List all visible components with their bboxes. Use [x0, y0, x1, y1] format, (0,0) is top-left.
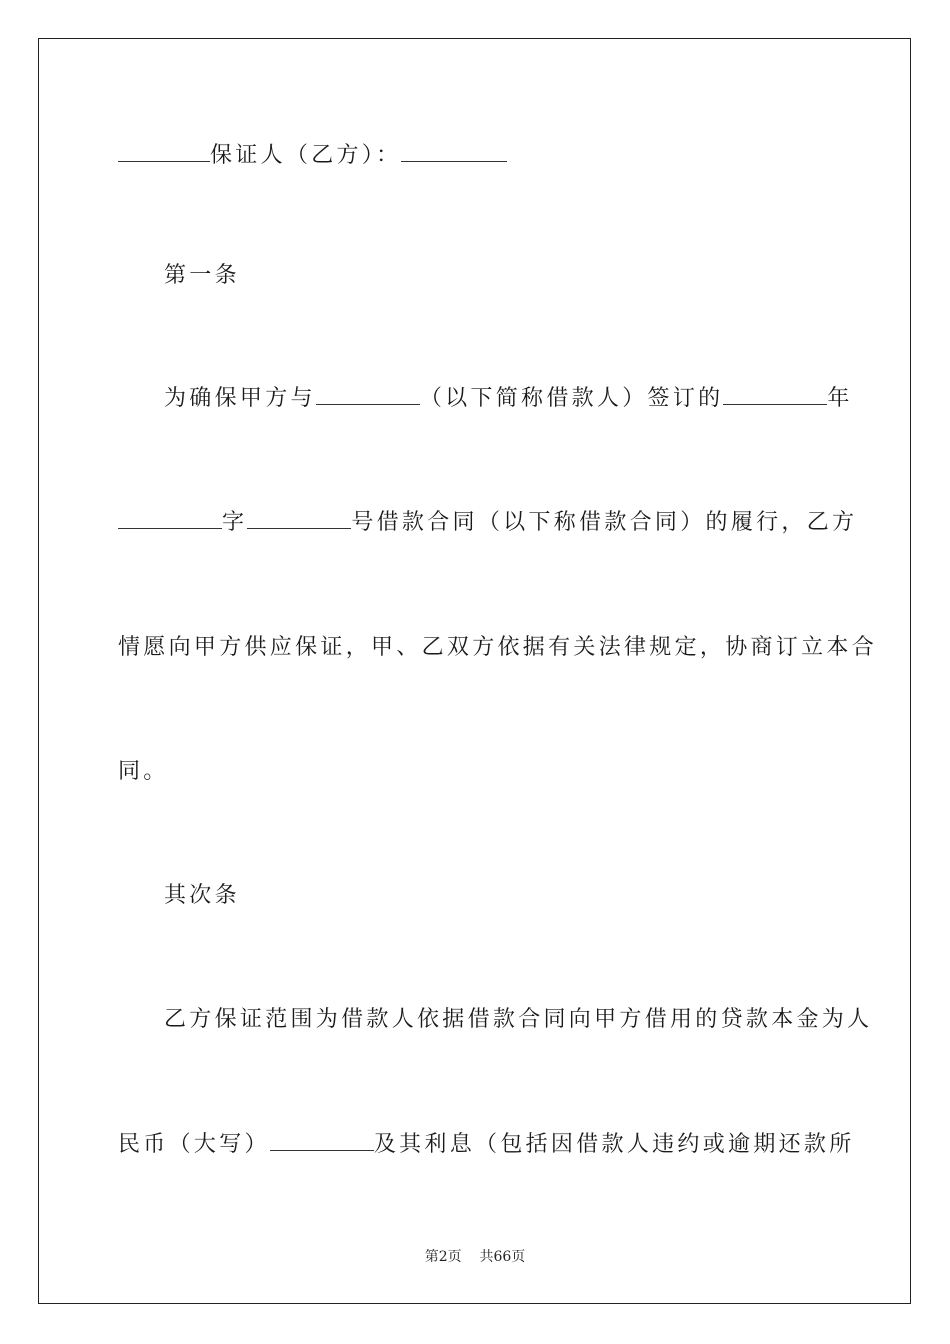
blank-field — [247, 510, 351, 529]
article-heading: 第一条 — [164, 263, 240, 288]
blank-field — [118, 510, 222, 529]
paragraph-line: 情愿向甲方供应保证，甲、乙双方依据有关法律规定，协商订立本合 — [118, 635, 878, 660]
text-segment: 为确保甲方与 — [164, 386, 316, 411]
paragraph-line — [164, 384, 853, 414]
blank-field — [316, 386, 420, 405]
guarantor-line — [118, 141, 507, 171]
page-footer — [0, 1246, 950, 1266]
text-segment: 年 — [827, 386, 853, 411]
blank-field — [118, 143, 210, 162]
text-segment: 字 — [222, 510, 248, 535]
article-heading: 其次条 — [164, 883, 240, 908]
paragraph-line: 同。 — [118, 759, 169, 784]
paragraph-line: 乙方保证范围为借款人依据借款合同向甲方借用的贷款本金为人 — [164, 1007, 873, 1032]
paragraph-line — [118, 1130, 855, 1160]
total-pages: 共66页 — [479, 1249, 526, 1265]
text-segment: （以下简称借款人）签订的 — [419, 386, 724, 411]
text-segment: 民币（大写） — [118, 1132, 270, 1157]
text-segment: 及其利息（包括因借款人违约或逾期还款所 — [373, 1132, 855, 1157]
page-number: 第2页 — [424, 1249, 462, 1265]
blank-field — [270, 1132, 374, 1151]
blank-field — [723, 386, 827, 405]
blank-field — [401, 143, 507, 162]
paragraph-line — [118, 508, 857, 538]
text-segment: 号借款合同（以下称借款合同）的履行，乙方 — [351, 510, 858, 535]
page-border — [38, 38, 911, 1304]
guarantor-label: 保证人（乙方）： — [210, 143, 402, 168]
